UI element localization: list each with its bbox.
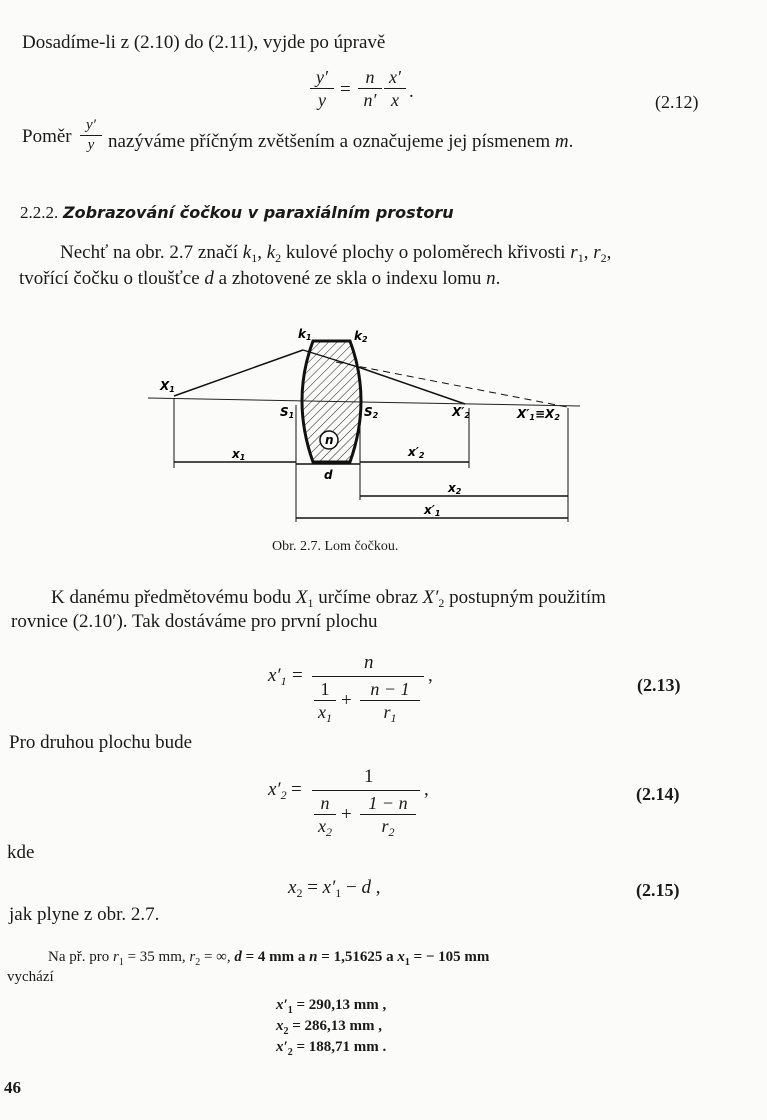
- label-X1prime-eq-X2: X′1≡X2: [517, 407, 560, 422]
- ex-v4: = 1,51625 a: [321, 949, 394, 965]
- label-n: n: [325, 433, 334, 447]
- word-kde: kde: [7, 842, 35, 863]
- ratio-end: .: [568, 131, 574, 152]
- eq213-num: n: [364, 652, 374, 673]
- eq214-frac2: [360, 794, 416, 838]
- eq213-frac1: [314, 680, 336, 724]
- refracted-ray: [361, 368, 465, 404]
- eq213-frac1-num: 1: [320, 679, 330, 699]
- eq215-lhs: x: [288, 877, 297, 898]
- p3-end: .: [495, 268, 501, 289]
- paragraph-second-surface: Pro druhou plochu bude: [9, 732, 193, 753]
- ex-r1: r: [112, 949, 119, 965]
- eq215-rhs-sub: 1: [335, 886, 342, 900]
- eq215-minus: −: [346, 877, 357, 898]
- incident-ray: [174, 350, 303, 396]
- ex-r1-sub: 1: [118, 957, 124, 968]
- eq212-number: (2.12): [655, 92, 699, 112]
- p3-c: tvořící čočku o tloušťce: [19, 268, 200, 289]
- eq214-frac2-den: $r_2$: [360, 814, 416, 838]
- eq215-d: d: [361, 877, 371, 898]
- p3-k1-sub: 1: [251, 251, 258, 265]
- ratio-symbol: m: [554, 131, 569, 152]
- eq214-lhs: [268, 780, 287, 801]
- p4-a: K danému předmětovému bodu: [51, 587, 292, 608]
- paragraph-object-line2: rovnice (2.10′). Tak dostáváme pro první plochu: [11, 611, 378, 632]
- label-X2prime: X′2: [452, 405, 470, 420]
- eq214-lhs-var: x′: [268, 779, 281, 800]
- result-row-3: $x'_2 = 188,71$ mm .: [276, 1039, 387, 1058]
- p3-r2: r: [593, 242, 601, 263]
- eq213-equals: =: [292, 665, 303, 686]
- p3-a: Nechť na obr. 2.7 značí: [60, 242, 238, 263]
- ex-x1-sub: 1: [404, 957, 410, 968]
- p3-r2-sub: 2: [600, 251, 607, 265]
- eq213-number: (2.13): [637, 675, 681, 695]
- eq212-tail: .: [409, 81, 414, 102]
- ratio-den: y: [80, 135, 102, 153]
- p3-n: n: [486, 268, 496, 289]
- section-title: Zobrazování čočkou v paraxiálním prostoru: [63, 203, 454, 222]
- eq212-n-den: n′: [358, 88, 382, 109]
- result-row-1: $x'_1 = 290,13$ mm ,: [276, 997, 387, 1016]
- eq214-main-bar: [312, 790, 420, 791]
- eq214-frac1-num: n: [320, 793, 330, 813]
- p4-X1: X: [295, 587, 308, 608]
- label-x1: x1: [232, 447, 246, 462]
- ratio-text: nazýváme příčným zvětšením a označujeme jej písmenem: [108, 131, 551, 152]
- label-S2: S2: [364, 405, 379, 420]
- eq214-frac1-den: $x_2$: [314, 814, 336, 838]
- eq213-lhs-sub: 1: [280, 674, 287, 688]
- ex-a: Na př. pro: [48, 949, 110, 965]
- p3-b: kulové plochy o poloměrech křivosti: [285, 242, 566, 263]
- figure-caption: Obr. 2.7. Lom čočkou.: [272, 539, 399, 554]
- eq214-num: 1: [364, 766, 374, 787]
- eq213-frac2: [360, 680, 420, 724]
- label-d: d: [324, 468, 333, 482]
- ex-n: n: [309, 949, 318, 965]
- eq213-main-bar: [312, 676, 424, 677]
- ex-v5: = − 105 mm: [413, 949, 490, 965]
- p4-X2p-sub: 2: [438, 596, 445, 610]
- label-x2prime: x′2: [408, 445, 425, 460]
- label-x1prime: x′1: [424, 503, 441, 518]
- eq213-plus: +: [341, 690, 352, 711]
- label-X1: X1: [160, 379, 175, 394]
- dashed-ray: [336, 362, 567, 407]
- eq212-lhs-den: y: [310, 88, 334, 109]
- eq213-tail: ,: [428, 665, 433, 686]
- eq212-x-num: x′: [389, 67, 401, 87]
- ex-v1: = 35 mm,: [127, 949, 186, 965]
- example-line2: vychází: [7, 969, 54, 985]
- ex-r2: r: [189, 949, 196, 965]
- paragraph-intro: Dosadíme-li z (2.10) do (2.11), vyjde po úpravě: [22, 32, 386, 53]
- eq214-number: (2.14): [636, 784, 680, 804]
- eq214-equals: =: [291, 779, 302, 800]
- paragraph-object-line1: [51, 588, 606, 609]
- page-number: 46: [4, 1078, 21, 1097]
- p3-comma: ,: [257, 242, 262, 263]
- p4-b: určíme obraz: [318, 587, 418, 608]
- ex-v2: = ∞,: [203, 949, 231, 965]
- p3-comma3: ,: [606, 242, 612, 263]
- eq214-tail: ,: [424, 779, 429, 800]
- eq214-frac1: [314, 794, 336, 838]
- label-k2: k2: [354, 329, 368, 344]
- eq212-n-num: n: [365, 67, 375, 87]
- result-row-2: $x_2 = 286,13$ mm ,: [276, 1018, 383, 1037]
- label-x2: x2: [448, 481, 462, 496]
- p3-d: d: [204, 268, 214, 289]
- ratio-num: y′: [86, 117, 96, 133]
- ex-d: d: [234, 949, 242, 965]
- p3-k2: k: [266, 242, 276, 263]
- p3-r1-sub: 1: [577, 251, 584, 265]
- eq215-rhs: x′: [322, 877, 336, 898]
- eq215-tail: ,: [375, 877, 381, 898]
- eq215-lhs-sub: 2: [296, 886, 303, 900]
- eq213-lhs: [268, 666, 287, 687]
- eq212-lhs-num: y′: [316, 67, 328, 87]
- p3-k1: k: [242, 242, 252, 263]
- paragraph-ratio-start: Poměr: [22, 126, 72, 147]
- p4-X1-sub: 1: [307, 596, 314, 610]
- ex-x1: x: [397, 949, 405, 965]
- section-number: 2.2.2.: [20, 203, 59, 222]
- p4-c: postupným použitím: [449, 587, 606, 608]
- eq214-lhs-sub: 2: [280, 788, 287, 802]
- eq213-frac2-num: n − 1: [370, 679, 410, 699]
- eq212-x-den: x: [384, 88, 406, 109]
- eq215: [288, 878, 380, 899]
- ex-v3: = 4 mm a: [245, 949, 306, 965]
- eq213-frac2-den: $r_1$: [360, 700, 420, 724]
- p3-comma2: ,: [583, 242, 589, 263]
- eq214-frac2-num: 1 − n: [368, 793, 408, 813]
- example-line1: [48, 950, 489, 968]
- ex-r2-sub: 2: [195, 957, 201, 968]
- eq213-lhs-var: x′: [268, 665, 281, 686]
- eq214-plus: +: [341, 804, 352, 825]
- label-S1: S1: [280, 405, 295, 420]
- eq213-frac1-den: $x_1$: [314, 700, 336, 724]
- p4-X2p: X′: [422, 587, 439, 608]
- eq215-mid: =: [307, 877, 318, 898]
- p3-k2-sub: 2: [275, 251, 282, 265]
- label-k1: k1: [298, 327, 312, 342]
- p3-r1: r: [570, 242, 578, 263]
- eq215-number: (2.15): [636, 880, 680, 900]
- p3-e: a zhotovené ze skla o indexu lomu: [218, 268, 482, 289]
- paragraph-follows: jak plyne z obr. 2.7.: [9, 904, 160, 925]
- eq212-equals: =: [340, 79, 351, 100]
